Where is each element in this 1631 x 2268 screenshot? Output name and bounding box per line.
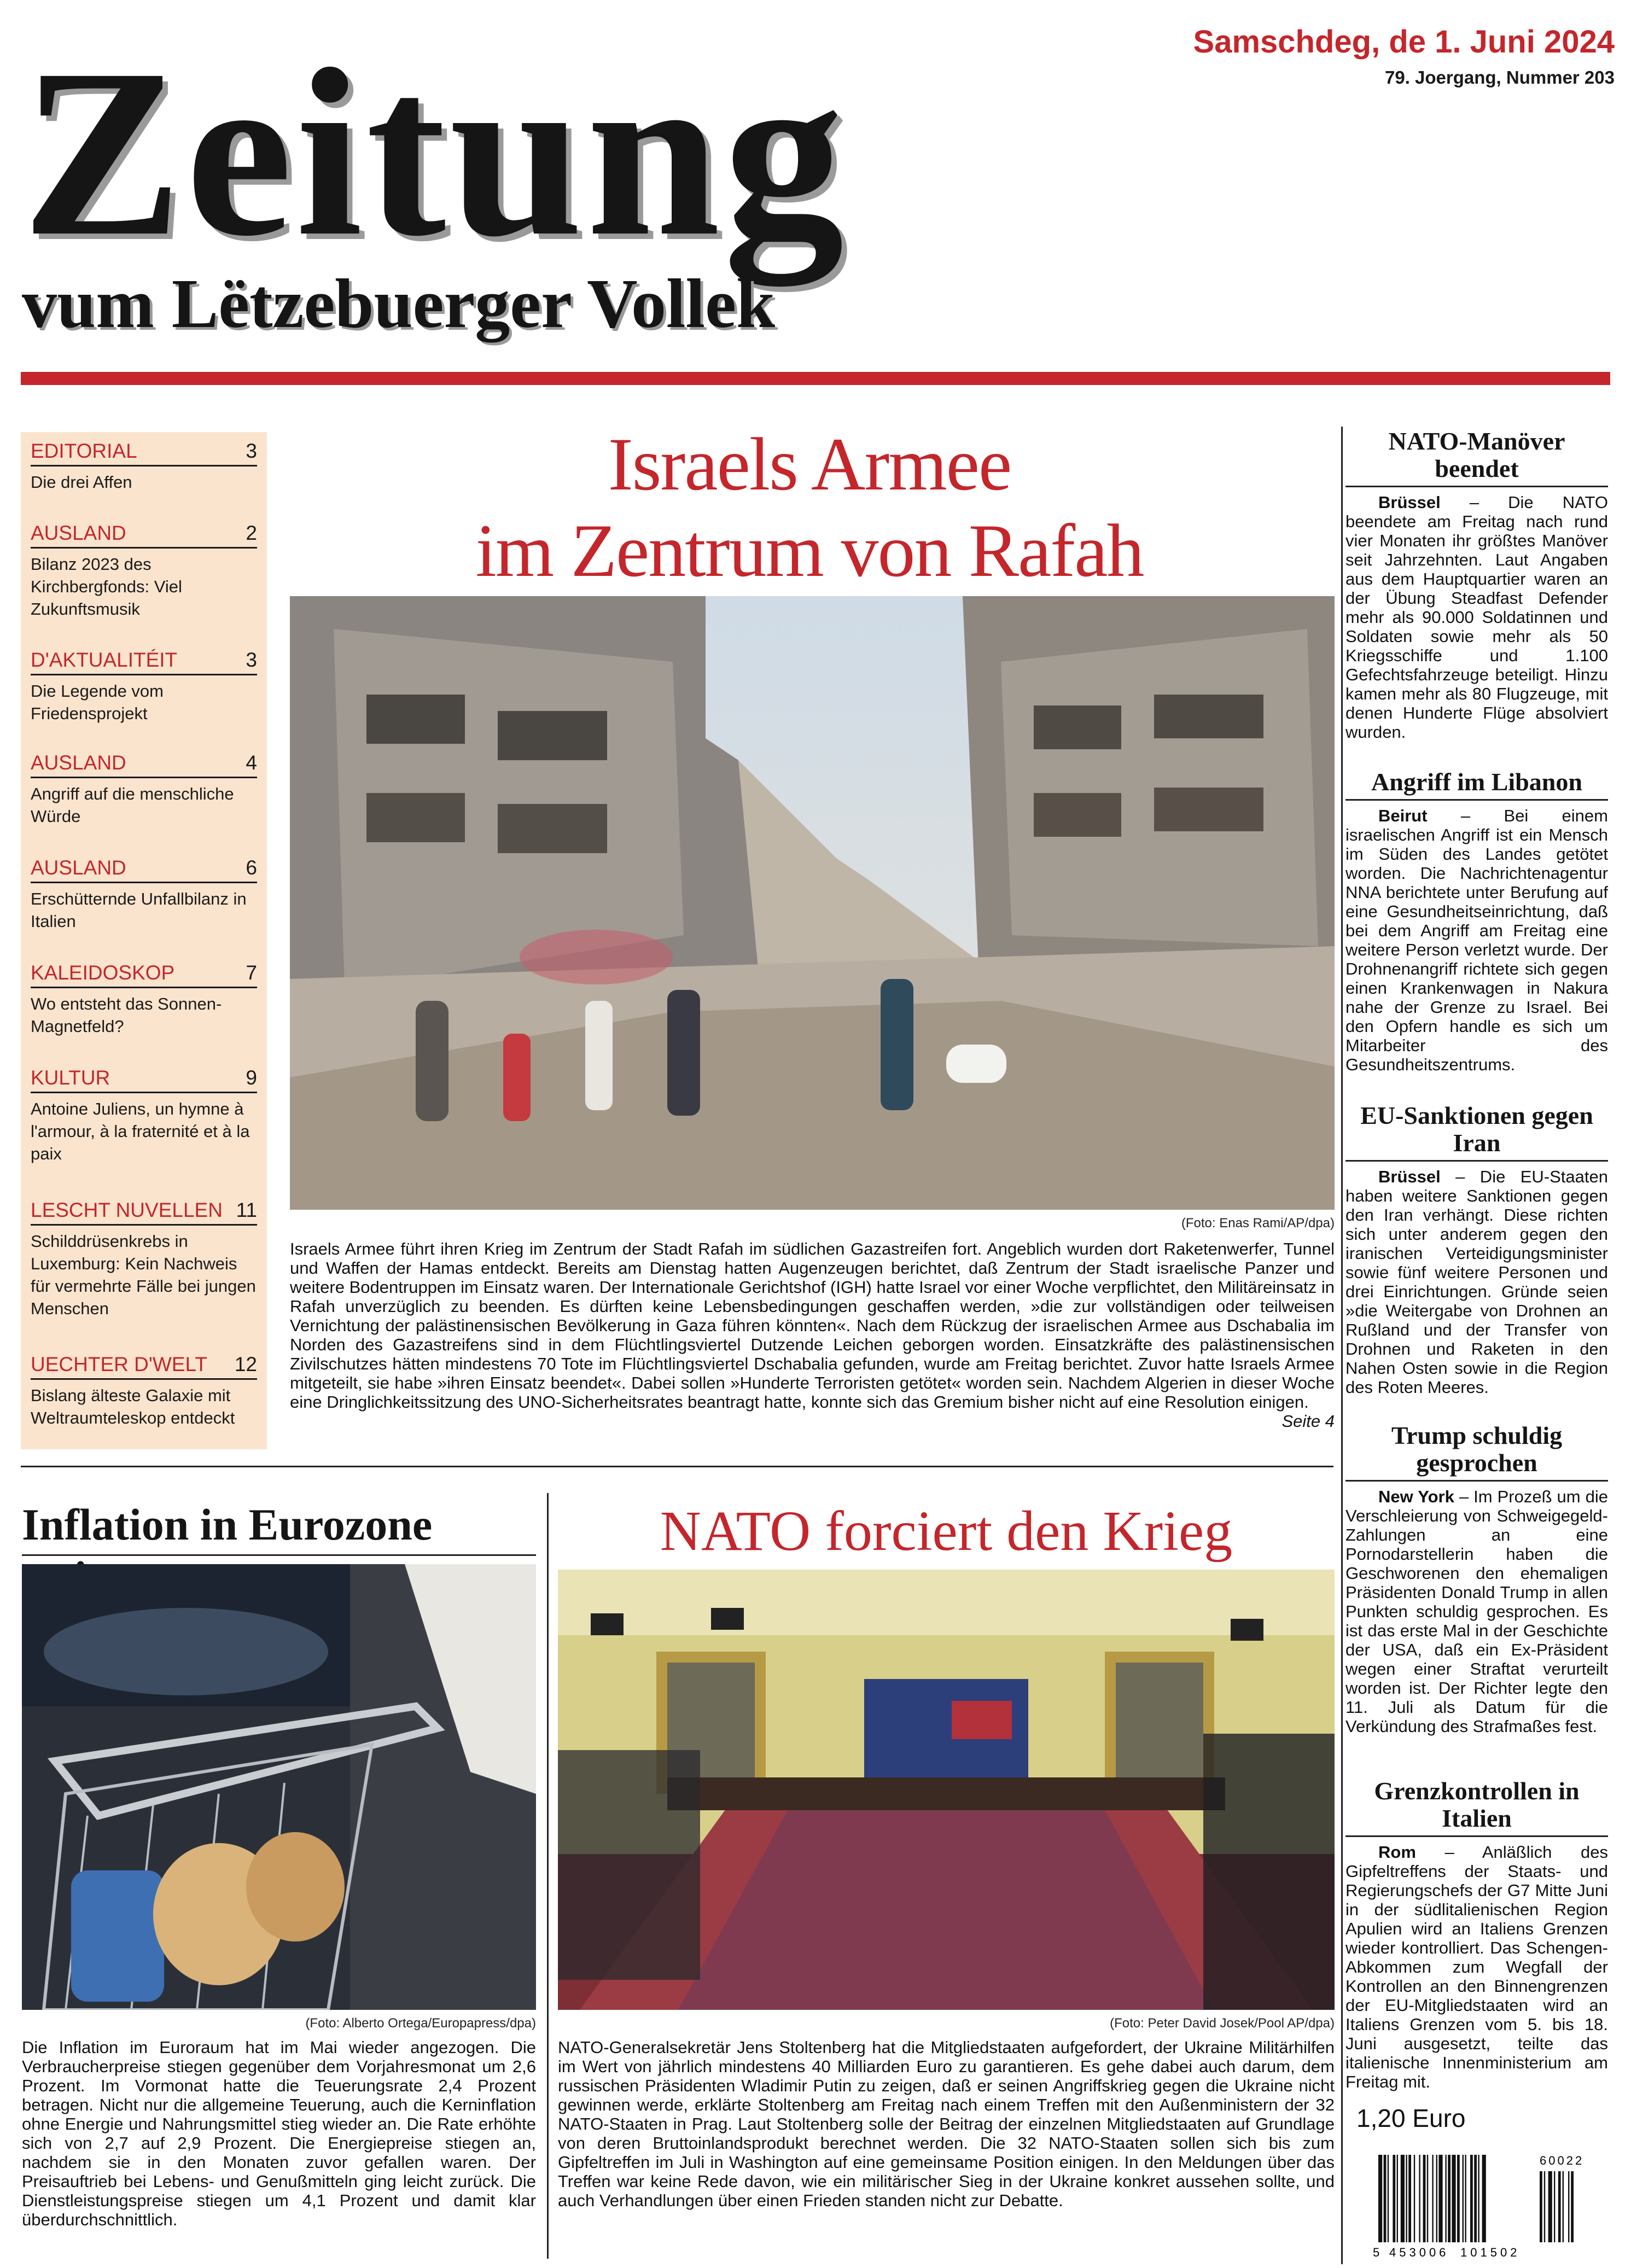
conference-room-image (558, 1570, 1335, 2010)
brief-text (1345, 1167, 1608, 1397)
barcode-bar (1414, 2155, 1415, 2242)
index-item[interactable] (31, 854, 257, 932)
barcode-addon-bar (1554, 2171, 1555, 2242)
index-page: 11 (236, 1199, 257, 1221)
inflation-body: Die Inflation im Euroraum hat im Mai wieder angezogen. Die Verbraucherpreise stiegen gegenüber dem Vorjahresmonat um 2,6 Prozent. Im Vormonat hatte die Teuerungsrate 2,4 Prozent betragen. Nicht nur die allgemeine Teuerung, auch die Kerninflation ohne Energie und Nahrungsmittel stieg wieder an. Die Rate erhöhte sich von 2,7 auf 2,9 Prozent. Die Energiepreise stiegen an, nachdem sie in den Monaten zuvor gefallen waren. Der Preisauftrieb bei Lebens- und Genußmitteln ging leicht zurück. Die Dienstleistungspreise stiegen um 4,1 Prozent und damit klar überdurchschnittlich. (22, 2038, 536, 2229)
inflation-photo-credit: (Foto: Alberto Ortega/Europapress/dpa) (305, 2016, 536, 2031)
brief-title: NATO-Manöver beendet (1345, 428, 1608, 487)
inflation-headline[interactable]: Inflation in Eurozone (22, 1500, 433, 1549)
lead-body-text: Israels Armee führt ihren Krieg im Zentrum der Stadt Rafah im südlichen Gazastreifen fort. Angeblich wurden dort Raketenwerfer, Tunnel und Waffen der Hamas entdeckt. Bereits am Dienstag hatten Augenzeugen berichtet, daß Zentrum der Stadt israelische Panzer und weitere Bodentruppen im Einsatz waren. Der Internationale Gerichtshof (IGH) hatte Israel vor einer Woche verpflichtet, den Militäreinsatz in Rafah unverzüglich zu beenden. Es dürften keine Lebensbedingungen geschaffen werden, »die zur vollständigen oder teilweisen Vernichtung der palästinensischen Bevölkerung in Gaza führen könnten«. Nach dem Rückzug der israelischen Armee aus Dschabalia im Norden des Gazastreifens sind in dem Flüchtlingsviertel Dutzende Leichen geborgen worden. Einsatzkräfte des palästinensischen Zivilschutzes hätten mindestens 70 Tote im Flüchtlingsviertel Dschabalia gefunden, wurde am Freitag berichtet. Zuvor hatte Israels Armee mitgeteilt, sie habe »ihren Einsatz beendet«. Dabei sollen »Hunderte Terroristen getötet« worden sein. Nachdem Algerien in dieser Woche eine Dringlichkeitssitzung des UNO-Sicherheitsrates beantragt hatte, konnte sich das Gremium bisher nicht auf eine Resolution einigen. (290, 1239, 1335, 1412)
masthead-title: Zeitung (22, 20, 847, 286)
brief-text (1345, 806, 1608, 1074)
issue-edition: 79. Joergang, Nummer 203 (1384, 67, 1615, 88)
barcode-bar (1478, 2155, 1479, 2242)
barcode-addon-bar (1540, 2171, 1542, 2242)
headline-underline (22, 1554, 536, 1556)
index-page: 2 (246, 522, 257, 544)
brief-title: EU-Sanktionen gegen Iran (1345, 1102, 1608, 1162)
index-page: 4 (246, 751, 257, 774)
barcode-bar (1445, 2155, 1446, 2242)
index-item[interactable] (31, 646, 257, 725)
barcode-digit-left: 5 (1373, 2246, 1380, 2259)
brief-body: – Die NATO beendete am Freitag nach rund vier Monaten ihr größtes Manöver seit Jahrzehnten. Laut Angaben aus dem Hauptquartier waren an der Übung Steadfast Defender mehr als 90.000 Soldatinnen und Soldaten sowie mehr als 50 Kriegsschiffe und 1.100 Gefechtsfahrzeuge beteiligt. Hinzu kamen mehr als 80 Flugzeuge, mit denen Hunderte Flüge absolviert wurden. (1345, 493, 1608, 742)
news-brief[interactable] (1345, 428, 1608, 742)
barcode-bar (1470, 2155, 1473, 2242)
index-item[interactable] (31, 1197, 257, 1320)
brief-body: – Bei einem israelischen Angriff ist ein Mensch im Süden des Landes getötet worden. Die Nachrichtenagentur NNA berichtete unter Berufung auf eine Gesundheitseinrichtung, daß bei dem Angriff am Freitag eine weitere Person verletzt wurde. Der Drohnenangriff richtete sich gegen einen Krankenwagen in Nakura nahe der Grenze zu Israel. Bei den Opfern handle es sich um Mitarbeiter des Gesundheitszentrums. (1345, 806, 1608, 1074)
index-teaser: Bislang älteste Galaxie mit Weltraumteleskop entdeckt (31, 1386, 235, 1427)
news-brief[interactable] (1345, 1777, 1608, 2091)
barcode-bar (1406, 2155, 1407, 2242)
barcode-addon-bar (1568, 2171, 1569, 2242)
barcode-bar (1401, 2155, 1405, 2242)
cover-price: 1,20 Euro (1356, 2104, 1466, 2132)
barcode-bar (1438, 2155, 1442, 2242)
brief-place: Brüssel (1378, 493, 1441, 512)
barcode-bar (1432, 2155, 1433, 2242)
brief-text (1345, 1487, 1608, 1736)
index-section: LESCHT NUVELLEN (31, 1199, 223, 1221)
index-page: 7 (246, 961, 257, 984)
index-teaser: Die Legende vom Friedensprojekt (31, 681, 164, 723)
index-teaser: Antoine Juliens, un hymne à l'armour, à la fraternité et à la paix (31, 1099, 250, 1163)
barcode-group2: 101502 (1460, 2246, 1521, 2259)
barcode-bar (1427, 2155, 1428, 2242)
index-section: AUSLAND (31, 751, 126, 774)
index-item[interactable] (31, 749, 257, 827)
lead-headline-line2: im Zentrum von Rafah (475, 509, 1144, 592)
lead-photo-credit: (Foto: Enas Rami/AP/dpa) (1181, 1216, 1335, 1231)
index-section: EDITORIAL (31, 440, 137, 462)
brief-body: – Die EU-Staaten haben weitere Sanktionen gegen den Iran verhängt. Diese richten sich unter anderem gegen den iranischen Verteidigungsminister sowie fünf weitere Personen und drei Einrichtungen. Gründe seien »die Weitergabe von Drohnen an Rußland und der Transfer von Drohnen und Raketen in den Nahen Osten sowie in die Region des Roten Meeres. (1345, 1167, 1608, 1397)
brief-body: – Anläßlich des Gipfeltreffens der Staats- und Regierungschefs der G7 Mitte Juni in der südlitalienischen Region Apulien wird an Italiens Grenzen wieder kontrolliert. Das Schengen-Abkommen zum Wegfall der Kontrollen an den Binnengrenzen der EU-Mitgliedstaaten wird an Italiens Grenzen vom 5. bis 18. Juni ausgesetzt, teilte das italienische Innenministerium am Freitag mit. (1345, 1843, 1608, 2091)
barcode-bar (1397, 2155, 1398, 2242)
index-teaser: Wo entsteht das Sonnen-Magnetfeld? (31, 994, 222, 1036)
barcode-addon-bar (1544, 2171, 1545, 2242)
barcode-addon-bar (1571, 2171, 1574, 2242)
lead-body (290, 1239, 1335, 1431)
barcode-group1: 453006 (1389, 2246, 1449, 2259)
nato-photo[interactable] (558, 1570, 1335, 2010)
brief-title: Trump schuldig gesprochen (1345, 1422, 1608, 1482)
column-divider (547, 1493, 549, 2259)
barcode-bar (1482, 2155, 1486, 2242)
index-section: UECHTER D'WELT (31, 1353, 207, 1375)
nato-headline[interactable]: NATO forciert den Krieg (660, 1500, 1233, 1562)
issue-date: Samschdeg, de 1. Juni 2024 (1193, 24, 1615, 60)
barcode-bar (1393, 2155, 1395, 2242)
masthead-rule (21, 372, 1610, 385)
nato-body: NATO-Generalsekretär Jens Stoltenberg hat die Mitgliedstaaten aufgefordert, der Ukraine Militärhilfen im Wert von jährlich mindestens 40 Milliarden Euro zu garantieren. Es gehe dabei auch darum, dem russischen Präsidenten Wladimir Putin zu zeigen, daß er seinen Angriffskrieg gegen die Ukraine nicht gewinnen werde, erklärte Stoltenberg am Freitag nach einem Treffen mit den Außenministern der 32 NATO-Staaten in Prag. Laut Stoltenberg solle der Beitrag der einzelnen Mitgliedstaaten auf Grundlage von deren Bruttoinlandsprodukt berechnet werden. Die 32 NATO-Staaten sollen sich bis zum Gipfeltreffen im Juli in Washington auf eine gemeinsame Position einigen. In den Meldungen über das Treffen war keine Rede davon, wie ein militärischer Sieg in der Ukraine konkret aussehen sollte, und auch Verhandlungen über einen Frieden standen nicht zur Debatte. (558, 2038, 1335, 2210)
index-teaser: Erschütternde Unfallbilanz in Italien (31, 889, 247, 931)
index-section: D'AKTUALITÉIT (31, 649, 178, 671)
index-page: 6 (246, 856, 257, 879)
index-section: AUSLAND (31, 522, 126, 544)
index-teaser: Bilanz 2023 des Kirchbergfonds: Viel Zukunftsmusik (31, 555, 182, 619)
index-page: 9 (246, 1066, 257, 1089)
section-divider (21, 1466, 1333, 1467)
brief-text (1345, 493, 1608, 742)
brief-place: Brüssel (1378, 1167, 1441, 1186)
rubble-street-image (290, 596, 1335, 1210)
index-page: 3 (246, 649, 257, 671)
index-item[interactable] (31, 1064, 257, 1165)
barcode-bar (1465, 2155, 1466, 2242)
barcode-addon-bar (1558, 2171, 1561, 2242)
brief-place: Rom (1378, 1843, 1416, 1862)
barcode-bar (1419, 2155, 1420, 2242)
contents-index (21, 432, 267, 1449)
shopping-cart-image (22, 1564, 536, 2010)
nato-photo-credit: (Foto: Peter David Josek/Pool AP/dpa) (1110, 2016, 1335, 2031)
index-section: KALEIDOSKOP (31, 961, 175, 984)
inflation-photo[interactable] (22, 1564, 536, 2010)
news-brief[interactable] (1345, 768, 1608, 1074)
index-item[interactable] (31, 959, 257, 1037)
barcode-bar (1474, 2155, 1477, 2242)
barcode-bar (1463, 2155, 1464, 2242)
barcode-bar (1452, 2155, 1455, 2242)
index-item[interactable] (31, 520, 257, 620)
barcode-bar (1408, 2155, 1411, 2242)
barcode-bar (1384, 2155, 1387, 2242)
barcode-bar (1423, 2155, 1426, 2242)
news-brief[interactable] (1345, 1422, 1608, 1736)
index-teaser: Schilddrüsenkrebs in Luxemburg: Kein Nachweis für vermehrte Fälle bei jungen Menschen (31, 1232, 256, 1318)
masthead-subtitle: vum Lëtzebuerger Vollek (22, 265, 776, 342)
index-section: KULTUR (31, 1066, 110, 1089)
barcode-graphic (1356, 2149, 1603, 2259)
barcode (1356, 2149, 1603, 2259)
lead-headline-line1: Israels Armee (608, 422, 1011, 506)
barcode-addon-bar (1548, 2171, 1552, 2242)
barcode-bar (1378, 2155, 1382, 2242)
lead-headline[interactable] (290, 421, 1329, 594)
index-page: 3 (246, 440, 257, 462)
barcode-addon: 60022 (1540, 2154, 1585, 2167)
index-page: 12 (234, 1353, 257, 1375)
barcode-addon-bar (1563, 2171, 1564, 2242)
brief-title: Grenzkontrollen in Italien (1345, 1777, 1608, 1837)
brief-title: Angriff im Libanon (1345, 768, 1608, 801)
index-item[interactable] (31, 1351, 257, 1429)
lead-photo[interactable] (290, 596, 1335, 1210)
barcode-bar (1436, 2155, 1437, 2242)
index-teaser: Angriff auf die menschliche Würde (31, 784, 234, 826)
brief-place: Beirut (1378, 806, 1428, 825)
index-teaser: Die drei Affen (31, 473, 132, 492)
column-divider (1341, 427, 1343, 2264)
brief-text (1345, 1843, 1608, 2091)
index-item[interactable] (31, 438, 257, 493)
barcode-bar (1388, 2155, 1389, 2242)
barcode-bar (1448, 2155, 1451, 2242)
brief-place: New York (1378, 1487, 1454, 1506)
lead-page-ref[interactable]: Seite 4 (1282, 1412, 1335, 1431)
brief-body: – Im Prozeß um die Verschleierung von Schweigegeld-Zahlungen an eine Pornodarstellerin haben die Geschworenen den ehemaligen Präsidenten Donald Trump in allen Punkten schuldig gesprochen. Es ist das erste Mal in der Geschichte der USA, daß ein Ex-Präsident wegen einer Straftat verurteilt worden ist. Der Richter legte den 11. Juli als Datum für die Verkündung des Strafmaßes fest. (1345, 1487, 1608, 1736)
index-section: AUSLAND (31, 856, 126, 879)
barcode-bar (1457, 2155, 1460, 2242)
news-brief[interactable] (1345, 1102, 1608, 1397)
